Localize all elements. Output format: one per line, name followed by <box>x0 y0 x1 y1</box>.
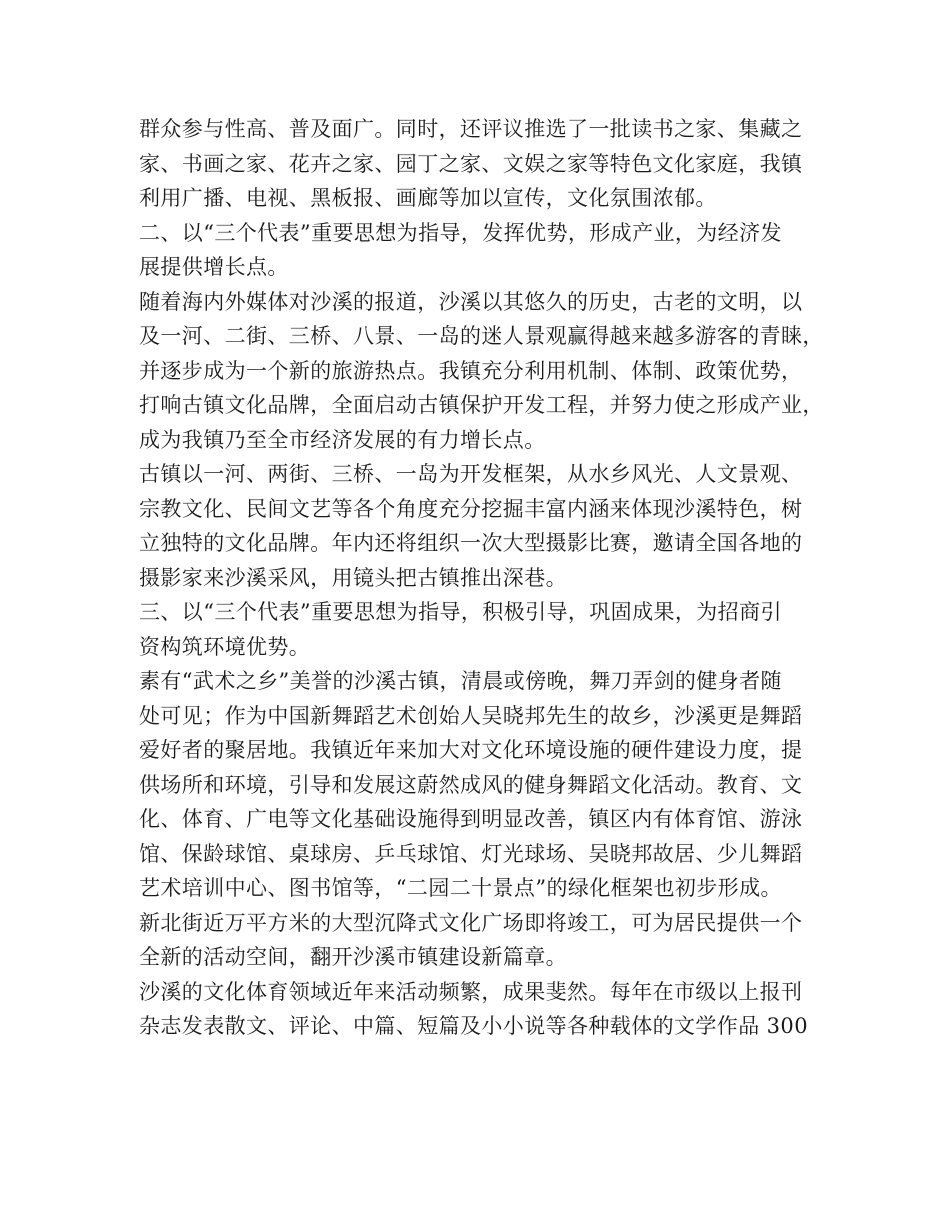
text-line: 艺术培训中心、图书馆等，“二园二十景点”的绿化框架也初步形成。 <box>139 876 782 900</box>
text-line: 馆、保龄球馆、桌球房、乒乓球馆、灯光球场、吴晓邦故居、少儿舞蹈 <box>139 841 803 866</box>
text-line: 随着海内外媒体对沙溪的报道，沙溪以其悠久的历史，古老的文明，以 <box>139 289 803 314</box>
text-line: 供场所和环境，引导和发展这蔚然成风的健身舞蹈文化活动。教育、文 <box>139 772 803 797</box>
text-line: 化、体育、广电等文化基础设施得到明显改善，镇区内有体育馆、游泳 <box>139 807 803 831</box>
document-body <box>139 112 829 1044</box>
section-heading: 资构筑环境优势。 <box>139 634 311 659</box>
text-line: 家、书画之家、花卉之家、园丁之家、文娱之家等特色文化家庭，我镇 <box>139 151 803 176</box>
section-heading: 二、以“三个代表”重要思想为指导，发挥优势，形成产业，为经济发 <box>139 220 782 245</box>
text-line: 立独特的文化品牌。年内还将组织一次大型摄影比赛，邀请全国各地的 <box>139 531 803 555</box>
text-line: 群众参与性高、普及面广。同时，还评议推选了一批读书之家、集藏之 <box>139 117 803 141</box>
text-line: 杂志发表散文、评论、中篇、短篇及小小说等各种载体的文学作品 300 <box>139 1014 808 1038</box>
text-line: 利用广播、电视、黑板报、画廊等加以宣传，文化氛围浓郁。 <box>139 186 717 210</box>
text-line: 处可见；作为中国新舞蹈艺术创始人吴晓邦先生的故乡，沙溪更是舞蹈 <box>139 703 803 728</box>
text-line: 全新的活动空间，翻开沙溪市镇建设新篇章。 <box>139 945 567 969</box>
text-line: 新北街近万平方米的大型沉降式文化广场即将竣工，可为居民提供一个 <box>139 910 803 935</box>
text-line: 及一河、二街、三桥、八景、一岛的迷人景观赢得越来越多游客的青睐， <box>139 324 824 348</box>
section-heading: 展提供增长点。 <box>139 255 289 279</box>
text-line: 素有“武术之乡”美誉的沙溪古镇，清晨或傍晚，舞刀弄剑的健身者随 <box>139 669 782 693</box>
text-line: 古镇以一河、两街、三桥、一岛为开发框架，从水乡风光、人文景观、 <box>139 462 803 486</box>
section-heading: 三、以“三个代表”重要思想为指导，积极引导，巩固成果，为招商引 <box>139 600 782 624</box>
text-line: 并逐步成为一个新的旅游热点。我镇充分利用机制、体制、政策优势， <box>139 358 803 383</box>
text-line: 爱好者的聚居地。我镇近年来加大对文化环境设施的硬件建设力度，提 <box>139 738 803 762</box>
text-line: 打响古镇文化品牌，全面启动古镇保护开发工程，并努力使之形成产业， <box>139 393 824 417</box>
text-line: 宗教文化、民间文艺等各个角度充分挖掘丰富内涵来体现沙溪特色，树 <box>139 496 803 521</box>
text-line: 沙溪的文化体育领域近年来活动频繁，成果斐然。每年在市级以上报刊 <box>139 979 803 1004</box>
text-line: 摄影家来沙溪采风，用镜头把古镇推出深巷。 <box>139 565 567 590</box>
text-line: 成为我镇乃至全市经济发展的有力增长点。 <box>139 427 546 452</box>
